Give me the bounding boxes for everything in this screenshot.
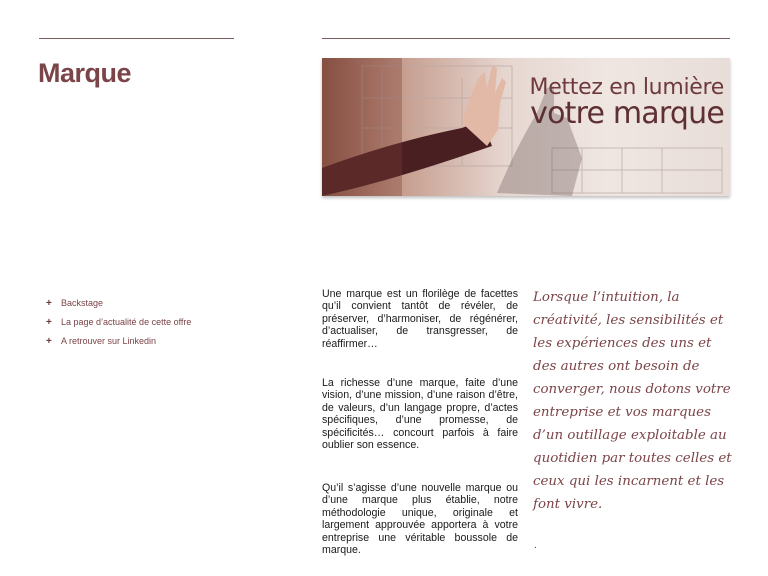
link-backstage[interactable] [46, 297, 191, 316]
plus-icon: + [46, 298, 52, 309]
link-linkedin[interactable] [46, 335, 191, 354]
link-actualite[interactable] [46, 316, 191, 335]
divider-right [322, 38, 730, 39]
plus-icon: + [46, 317, 52, 328]
pull-quote: Lorsque l’intuition, la créativité, les sensibilités et les expériences des uns et des autres ont besoin de converger, nous dotons votre entreprise et vos marques d’un outillage exploitable au quotidien par toutes celles et ceux qui les incarnent et les font vivre. [533, 290, 732, 512]
related-links [46, 297, 191, 354]
divider-left [39, 38, 234, 39]
plus-icon: + [46, 336, 52, 347]
banner-headline-line2: votre marque [530, 96, 724, 131]
banner-image [322, 58, 730, 196]
page-title: Marque [38, 58, 132, 88]
link-label: Backstage [61, 298, 104, 308]
paragraph: Une marque est un florilège de facettes qu’il convient tantôt de révéler, de préserver, d’harmoniser, de régénérer, d’actualiser, de transgresser, de réaffirmer… [322, 288, 518, 350]
link-label: A retrouver sur Linkedin [61, 336, 157, 346]
banner-headline-line1: Mettez en lumière [529, 75, 724, 100]
paragraph: La richesse d’une marque, faite d’une vision, d’une mission, d’une raison d’être, de valeurs, d’un langage propre, d’actes spécifiques, d’une promesse, de spécificités… concourt parfois à faire oublier son essence. [322, 377, 518, 452]
trailing-mark: . [534, 540, 537, 551]
paragraph: Qu’il s’agisse d’une nouvelle marque ou d’une marque plus établie, notre méthodologie unique, originale et largement approuvée apportera à votre entreprise une véritable boussole de marque. [322, 482, 518, 557]
link-label: La page d’actualité de cette offre [61, 317, 192, 327]
